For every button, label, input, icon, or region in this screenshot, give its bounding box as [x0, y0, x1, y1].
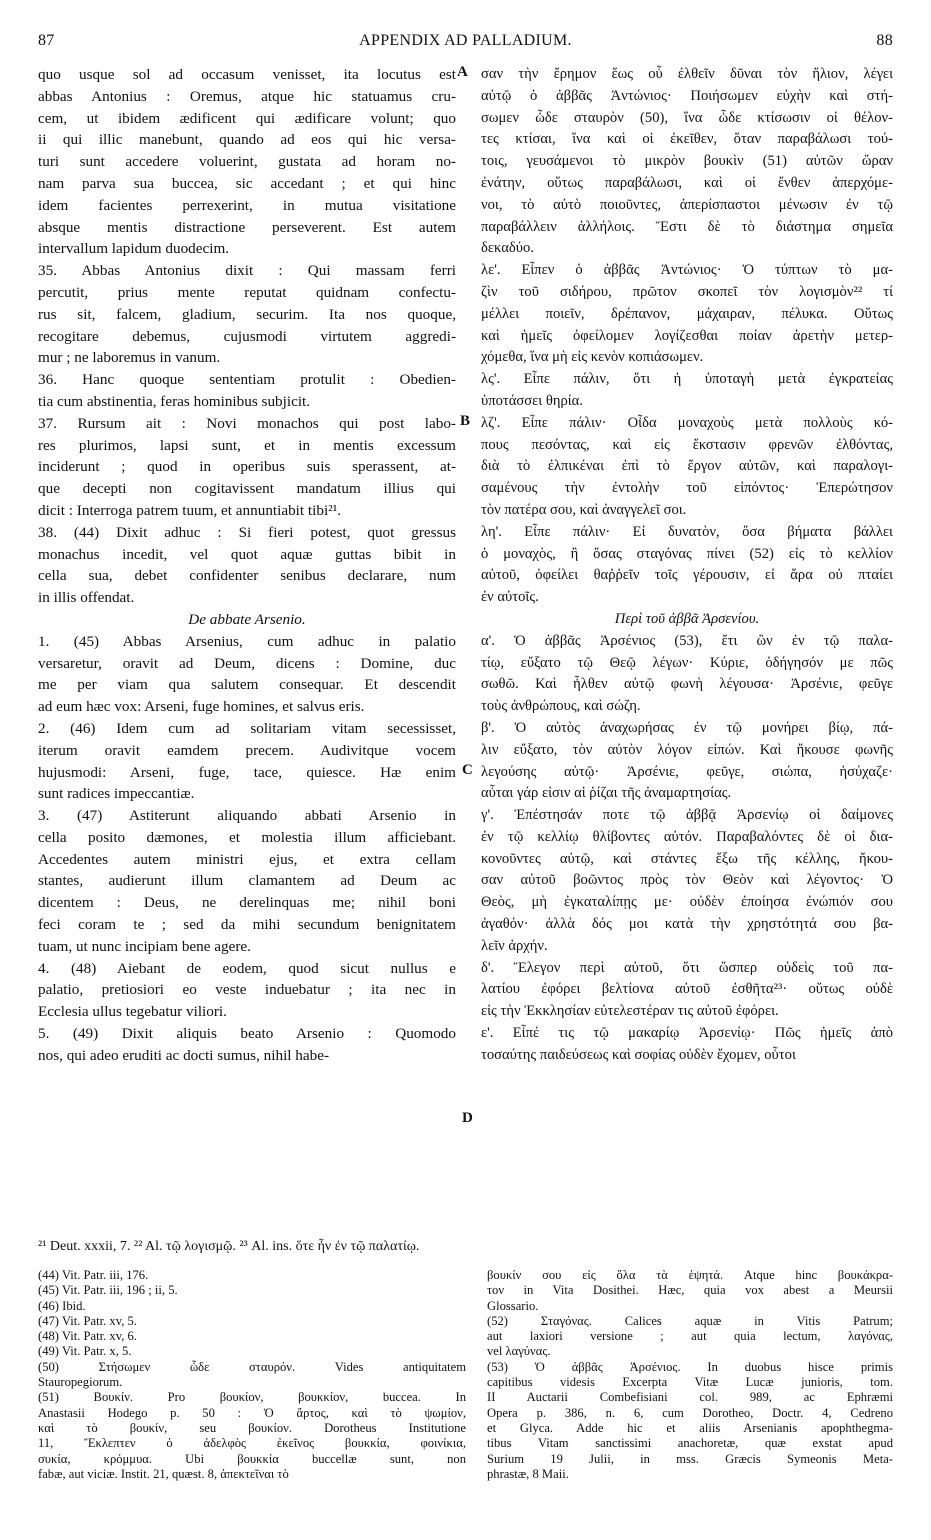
text-line: νοι, τὸ αὐτὸ ποιοῦντες, ἀπερίσπαστοι μένωσιν ἐν τῷ: [481, 196, 893, 213]
text-line: feci coram te ; sed da mihi secundum benignitatem: [38, 916, 456, 934]
text-line: inciderunt ; quod in operibus suis sperassent, at-: [38, 458, 456, 476]
text-line: ζὶν τοῦ σιδήρου, πρῶτον σκοπεῖ τὸν λογισμὸν²² τί: [481, 283, 893, 300]
text-line: αὐτοῦ, ὀφείλει θαῤῥεῖν τοῖς γέρουσιν, εἰ ἄρα οὐ πταίει: [481, 567, 893, 584]
text-line: καὶ τὸ βουκίν, seu βουκίον. Dorotheus Institutione: [38, 1420, 466, 1435]
text-line: χόμεθα, ἵνα μὴ εἰς κενὸν κοπιάσωμεν.: [481, 349, 704, 366]
text-line: abbas Antonius : Oremus, atque hic statuamus cru-: [38, 87, 456, 105]
text-line: λεῖν ἀρχήν.: [481, 937, 548, 954]
text-line: ὑποτάσσει θηρία.: [481, 392, 583, 409]
text-line: monachus incedit, vel quot aquæ guttas bibit in: [38, 545, 456, 563]
text-line: τοὺς ἀνθρώπους, καὶ σώζη.: [481, 698, 641, 715]
text-line: percutit, prius mente reputat quidnam confectu-: [38, 283, 456, 301]
text-line: 3. (47) Astiterunt aliquando abbati Arsenio in: [38, 807, 456, 825]
text-line: tuam, ut nunc incipiam bene agere.: [38, 937, 251, 955]
text-line: que decepti non cogitavissent mandatum illius qui: [38, 480, 456, 498]
greek-column: [481, 64, 893, 1067]
text-line: σαν τὴν ἔρημον ἕως οὗ ἐλθεῖν δῦναι τὸν ἥλιον, λέγει: [481, 66, 893, 82]
text-line: σαν αὐτοῦ βοῶντος πρὸς τὸν Θεὸν καὶ λέγοντος· Ὁ: [481, 872, 893, 889]
margin-marker-a: A: [457, 64, 468, 80]
text-line: ὁ μοναχὸς, ἢ ὅσας σταγόνας πίνει (52) εἰς τὸ κελλίον: [481, 545, 893, 562]
text-line: idem facientes perrexerint, in mutua visitatione: [38, 196, 456, 214]
text-line: λζ'. Εἶπε πάλιν· Οἶδα μοναχοὺς μετὰ πολλοὺς κό-: [481, 414, 893, 431]
text-line: 4. (48) Aiebant de eodem, quod sicut nullus e: [38, 959, 456, 977]
text-line: Ecclesia ullus tegebatur viliori.: [38, 1003, 227, 1021]
text-line: τοσαύτης παιδεύσεως καὶ σοφίας οὐδὲν ἔχομεν, οὗτοι: [481, 1046, 796, 1063]
text-line: (52) Σταγόνας. Calices aquæ in Vitis Patrum;: [487, 1313, 893, 1328]
text-line: α'. Ὁ ἀββᾶς Ἀρσένιος (53), ἔτι ὢν ἐν τῷ παλα-: [481, 632, 893, 649]
text-line: λς'. Εἶπε πάλιν, ὅτι ἡ ὑποταγὴ μετὰ ἐγκρατείας: [481, 371, 893, 388]
text-line: cella sua, debet confidenter senibus declarare, num: [38, 567, 456, 585]
text-line: ε'. Εἶπέ τις τῷ μακαρίῳ Ἀρσενίῳ· Πῶς ἡμεῖς ἀπὸ: [481, 1025, 893, 1042]
text-line: σωμεν ὧδε σταυρὸν (50), ἵνα ὧδε κτίσωσιν οἱ θέλον-: [481, 109, 893, 126]
text-line: phrastæ, 8 Maii.: [487, 1466, 569, 1481]
page-number-right: 88: [876, 32, 893, 49]
text-line: 5. (49) Dixit aliquis beato Arsenio : Quomodo: [38, 1025, 456, 1043]
margin-marker-c: C: [462, 762, 473, 778]
text-line: λε'. Εἶπεν ὁ ἀββᾶς Ἀντώνιος· Ὁ τύπτων τὸ μα-: [481, 262, 893, 279]
text-line: 2. (46) Idem cum ad solitariam vitam secessisset,: [38, 719, 456, 737]
text-line: tia cum abstinentia, feras hominibus subjicit.: [38, 392, 311, 410]
text-line: (48) Vit. Patr. xv, 6.: [38, 1329, 137, 1344]
text-line: Stauropegiorum.: [38, 1375, 123, 1390]
text-line: δεκαδύο.: [481, 240, 534, 257]
text-line: (45) Vit. Patr. iii, 196 ; ii, 5.: [38, 1283, 178, 1298]
text-line: λατίου ἐφόρει βελτίονα αὐτοῦ ἐσθῆτα²³· οὕτως οὐδὲ: [481, 981, 893, 998]
text-line: 38. (44) Dixit adhuc : Si fieri potest, quot gressus: [38, 523, 456, 541]
text-line: κονοῦντες αὐτῷ, καὶ στάντες ἔξω τῆς κέλλης, ἤκου-: [481, 850, 893, 867]
text-line: λη'. Εἶπε πάλιν· Εἰ δυνατὸν, ὅσα βήματα βάλλει: [481, 523, 893, 540]
margin-marker-b: B: [460, 413, 471, 429]
text-line: διὰ τὸ ἐλπικέναι ἐπὶ τὸ ἔργον αὐτῶν, καὶ παραλογι-: [481, 458, 893, 475]
text-line: Περὶ τοῦ ἀββᾶ Ἀρσενίου.: [614, 610, 760, 627]
margin-marker-d: D: [462, 1110, 473, 1126]
footnote-line: ²¹ Deut. xxxii, 7. ²² Al. τῷ λογισμῷ. ²³ Al. ins. ὅτε ἦν ἐν τῷ παλατίῳ.: [38, 1239, 420, 1254]
text-line: vel λαγύνας.: [487, 1344, 551, 1359]
latin-column: [38, 64, 456, 1067]
text-line: αὐτῷ ὁ ἀββᾶς Ἀντώνιος· Ποιήσωμεν εὐχὴν καὶ στή-: [481, 87, 893, 104]
text-line: δ'. Ἔλεγον περὶ αὐτοῦ, ὅτι ὥσπερ οὐδεὶς τοῦ πα-: [481, 959, 893, 976]
text-line: ad eum hæc vox: Arseni, fuge homines, et salvus eris.: [38, 698, 365, 716]
text-line: rus sit, falcem, gladium, securim. Ita nos quoque,: [38, 305, 456, 323]
text-line: fabæ, aut viciæ. Instit. 21, quæst. 8, ἀπεκτεῖναι τὸ: [38, 1466, 289, 1481]
text-line: quo usque sol ad occasum venisset, ita locutus est: [38, 66, 456, 83]
text-line: Opera p. 386, n. 6, cum Dorotheo, Doctr. 4, Cedreno: [487, 1405, 893, 1420]
text-line: cella posito dæmones, et molestia illum afficiebant.: [38, 828, 456, 846]
text-line: τίῳ, εὔξατο τῷ Θεῷ λέγων· Κύριε, ὁδήγησόν με πῶς: [481, 654, 893, 671]
text-line: (46) Ibid.: [38, 1298, 86, 1313]
text-line: Θεὸς, μὴ ἐγκαταλίπῃς με· οὐδὲν ἐποίησα ἐνώπιόν σου: [481, 894, 893, 911]
text-line: nam parva sua buccea, sic accedant ; et qui hinc: [38, 174, 456, 192]
text-line: hujusmodi: Arseni, fuge, tace, quiesce. Hæ enim: [38, 763, 456, 781]
text-line: palatio, pretiosiori eo veste induebatur ; ita nec in: [38, 981, 456, 999]
text-line: nos, qui adeo eruditi ac docti sumus, nihil habe-: [38, 1046, 330, 1064]
text-line: (49) Vit. Patr. x, 5.: [38, 1344, 132, 1359]
text-line: λιν εὔξατο, τὸν αὐτὸν λόγον εἰπών. Καὶ ἤκουσε φωνῆς: [481, 741, 893, 758]
page-number-left: 87: [38, 32, 55, 49]
text-line: tibus Vitam sanctissimi anachoretæ, quæ exstat apud: [487, 1436, 893, 1451]
text-line: De abbate Arsenio.: [188, 610, 306, 628]
text-line: recogitare debemus, cujusmodi virtutem aggredi-: [38, 327, 456, 345]
notes-left-column: [38, 1268, 466, 1482]
text-line: παραβάλλειν ἀλλήλοις. Ἔστι δὲ τὸ διάστημα σημεῖα: [481, 218, 893, 235]
text-line: mur ; ne laboremus in vanum.: [38, 349, 221, 367]
text-line: σαμένους τὴν ἐντολὴν τοῦ εἰπόντος· Ἐπερώτησον: [481, 480, 893, 497]
text-line: Anastasii Hodego p. 50 : Ὁ ἄρτος, καὶ τὸ ψωμίον,: [38, 1405, 466, 1420]
text-line: (50) Στήσωμεν ὧδε σταυρόν. Vides antiquitatem: [38, 1359, 466, 1374]
text-line: cem, ut ibidem ædificent qui ædificare volunt; quo: [38, 109, 456, 127]
text-line: (44) Vit. Patr. iii, 176.: [38, 1268, 149, 1282]
text-line: τοις, γευσάμενοι τὸ μικρὸν βουκὶν (51) αὐτῶν ὥραν: [481, 153, 893, 170]
text-line: ii qui illic manebunt, quando ad eos qui hic versa-: [38, 131, 456, 149]
text-line: 37. Rursum ait : Novi monachos qui post labo-: [38, 414, 456, 432]
text-line: τον in Vita Dosithei. Hæc, quia vox abest a Meursii: [487, 1283, 893, 1298]
text-line: absque mentis distractione perseverent. Est autem: [38, 218, 456, 236]
text-line: 1. (45) Abbas Arsenius, cum adhuc in palatio: [38, 632, 456, 650]
text-line: πους πεσόντας, καὶ εἰς ἔκστασιν φρενῶν ἐλθόντας,: [481, 436, 893, 453]
text-line: γ'. Ἐπέστησάν ποτε τῷ ἀββᾷ Ἀρσενίῳ οἱ δαίμονες: [481, 807, 893, 824]
text-line: turi sunt accedere voluerint, gustata ad horam no-: [38, 153, 456, 171]
text-line: 35. Abbas Antonius dixit : Qui massam ferri: [38, 262, 456, 280]
text-line: β'. Ὁ αὐτὸς ἀναχωρήσας ἐν τῷ μονήρει βίῳ, πά-: [481, 719, 893, 736]
text-line: versaretur, oravit ad Deum, dicens : Domine, duc: [38, 654, 456, 672]
text-line: συκία, κρόμμυα. Ubi βουκκία buccellæ sunt, non: [38, 1451, 466, 1466]
text-line: μέλλει ποιεῖν, δρέπανον, μάχαιραν, πέλυκα. Οὕτως: [481, 305, 893, 322]
text-line: τὸν πατέρα σου, καὶ ἀναγγελεῖ σοι.: [481, 501, 687, 518]
text-line: II Auctarii Combefisiani col. 989, ac Ephræmi: [487, 1390, 893, 1405]
text-line: λεγούσης αὐτῷ· Ἀρσένιε, φεῦγε, σιώπα, ἡσύχαζε·: [481, 763, 893, 780]
text-line: dicit : Interroga patrem tuum, et annuntiabit tibi²¹.: [38, 501, 342, 519]
text-line: 11, Ἔκλεπτεν ὁ ἀδελφὸς ἐκεῖνος βουκκία, φοινίκια,: [38, 1436, 466, 1451]
text-line: σωθῶ. Καὶ ἦλθεν αὐτῷ φωνὴ λέγουσα· Ἀρσένιε, φεῦγε: [481, 676, 893, 693]
text-line: τες κτίσαι, ἵνα καὶ οἱ ἐκεῖθεν, ὅταν παραβάλωσι τού-: [481, 131, 893, 148]
notes-right-column: [487, 1268, 893, 1482]
text-line: εἰς τὴν Ἐκκλησίαν εὐτελεστέραν τις αὐτοῦ ἐφόρει.: [481, 1003, 779, 1020]
text-line: in illis offendat.: [38, 589, 135, 607]
text-line: (53) Ὁ ἀββᾶς Ἀρσένιος. In duobus hisce primis: [487, 1359, 893, 1374]
text-line: ἀγαθόν· ἀλλὰ δός μοι κατὰ τὴν χρηστότητά σου βα-: [481, 916, 893, 933]
running-title: APPENDIX AD PALLADIUM.: [359, 32, 572, 49]
text-line: αὗται γάρ εἰσιν αἱ ῥίζαι τῆς ἀναμαρτησίας.: [481, 785, 732, 802]
text-line: intervallum lapidum duodecim.: [38, 240, 230, 258]
text-line: dicentem : Deus, ne derelinquas me; nihil boni: [38, 894, 456, 912]
text-line: sunt radices impeccantiæ.: [38, 785, 195, 803]
text-line: ἐν αὐτοῖς.: [481, 589, 539, 606]
text-line: me per viam qua salutem consequar. Et descendit: [38, 676, 456, 694]
text-line: et Glyca. Adde hic et aliis Arsenianis apophthegma-: [487, 1420, 893, 1435]
text-line: καὶ ἡμεῖς ὀφείλομεν λογίζεσθαι ποίαν ἀρετὴν μετερ-: [481, 327, 893, 344]
text-line: βουκίν σου εἰς ὅλα τὰ ἑψητά. Atque hinc βουκάκρα-: [487, 1268, 893, 1282]
text-line: Glossario.: [487, 1298, 539, 1313]
text-line: ἐν τῷ κελλίῳ θλίβοντες αὐτόν. Παραβαλόντες δὲ οἱ δια-: [481, 828, 893, 845]
text-line: ἐνάτην, οὕτως παραβάλωσι, καὶ οἱ ἔνθεν ἀπερχόμε-: [481, 174, 893, 191]
text-line: (47) Vit. Patr. xv, 5.: [38, 1313, 137, 1328]
text-line: Accedentes autem ministri ejus, et extra cellam: [38, 850, 456, 868]
text-line: 36. Hanc quoque sententiam protulit : Obedien-: [38, 371, 456, 389]
text-line: stantes, audierunt illum clamantem ad Deum ac: [38, 872, 456, 890]
text-line: res plurimos, lapsi sunt, et in mentis excessum: [38, 436, 456, 454]
text-line: Surium 19 Julii, in mss. Græcis Symeonis Meta-: [487, 1451, 893, 1466]
running-header: [38, 32, 893, 54]
text-line: aut laxiori versione ; aut quia lectum, λαγόνας,: [487, 1329, 893, 1344]
text-line: iterum oravit eamdem precem. Audivitque vocem: [38, 741, 456, 759]
text-line: capitibus videsis Excerpta Vitæ Lucæ junioris, tom.: [487, 1375, 893, 1390]
text-line: (51) Βουκίν. Pro βουκίον, βουκκίον, buccea. In: [38, 1390, 466, 1405]
